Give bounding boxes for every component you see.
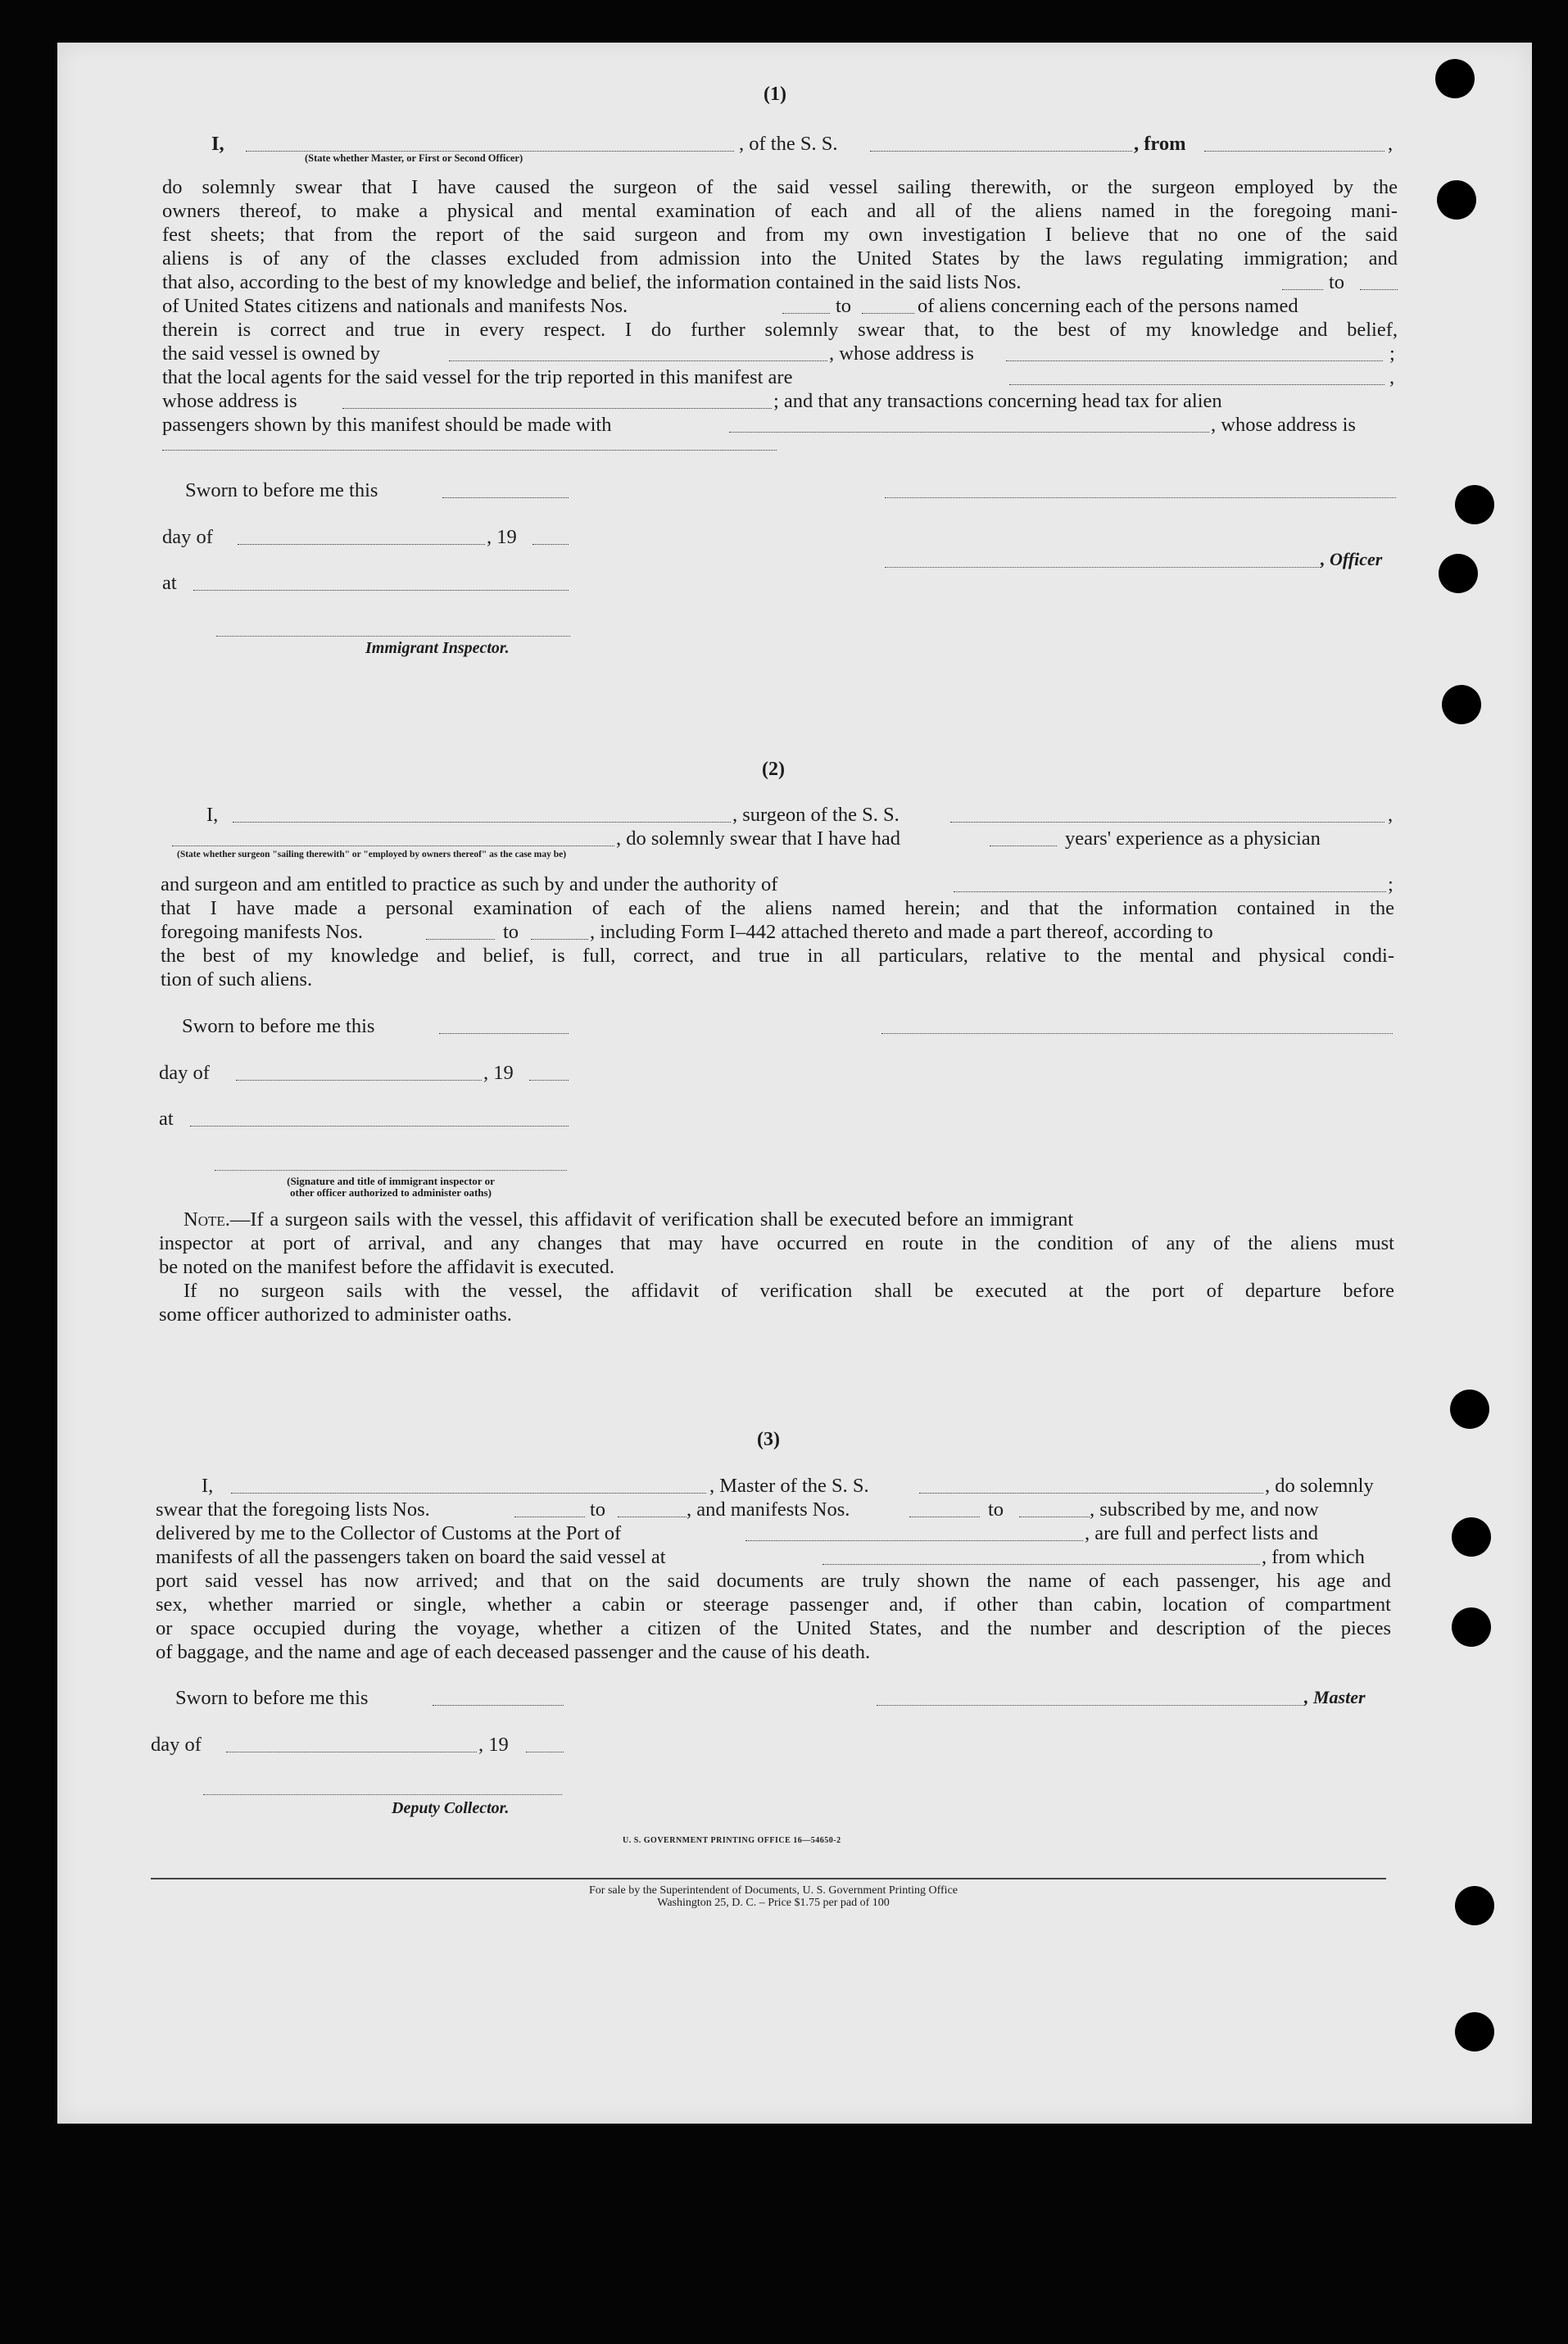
master-text-line: port said vessel has now arrived; and that on the said documents are truly shown the name of each passenger, his age and: [156, 1570, 1391, 1592]
collector-signature-line[interactable]: [203, 1794, 562, 1795]
form-i442-text: , including Form I–442 attached thereto and made a part thereof, according to: [590, 921, 1213, 943]
officer-signature-line[interactable]: [885, 497, 1396, 498]
punch-hole: [1450, 1390, 1489, 1429]
officer-caption: (State whether Master, or First or Second Officer): [305, 152, 523, 164]
surgeon-signature-line[interactable]: [881, 1033, 1393, 1034]
section-number: (1): [764, 84, 786, 105]
sworn-day-field[interactable]: [442, 497, 569, 498]
signature-caption: (Signature and title of immigrant inspector or: [287, 1175, 495, 1187]
head-tax-address-field[interactable]: [162, 450, 777, 451]
foregoing-manifests-label: foregoing manifests Nos.: [161, 921, 363, 943]
owner-address-field[interactable]: [1006, 360, 1383, 361]
punch-hole: [1452, 1607, 1491, 1647]
section-number: (2): [762, 759, 785, 780]
address-label: , whose address is: [829, 342, 974, 365]
taken-on-board-label: manifests of all the passengers taken on board the said vessel at: [156, 1546, 666, 1568]
footer-price-text: Washington 25, D. C. – Price $1.75 per pad of 100: [657, 1897, 890, 1909]
day-of-label: day of: [151, 1734, 202, 1756]
master-oath-line: I,: [211, 133, 224, 155]
surgeon-i-label: I,: [206, 804, 219, 826]
day-of-label: day of: [162, 526, 213, 548]
passengers-label: passengers shown by this manifest should be made with: [162, 414, 612, 436]
manifests-to-field[interactable]: [531, 939, 588, 940]
sworn-label: Sworn to before me this: [175, 1687, 369, 1709]
agents-field[interactable]: [1009, 384, 1384, 385]
owner-field[interactable]: [449, 360, 827, 361]
oath-text-line: fest sheets; that from the report of the said surgeon and from my own investigation I believe that no one of the said: [162, 224, 1398, 246]
authority-label: and surgeon and am entitled to practice as such by and under the authority of: [161, 873, 778, 895]
owned-label: the said vessel is owned by: [162, 342, 381, 365]
master-i-label: I,: [202, 1475, 214, 1497]
punch-hole: [1455, 2012, 1494, 2052]
comma: ,: [1388, 804, 1394, 826]
to-label: to: [503, 921, 519, 943]
vessel-label: , of the S. S.: [739, 133, 838, 155]
semicolon: ;: [1389, 342, 1395, 365]
surgeon-text-line: that I have made a personal examination of each of the aliens named herein; and that the information contained in the: [161, 897, 1394, 919]
solemnly-label: , do solemnly: [1265, 1475, 1374, 1497]
master-vessel-field[interactable]: [919, 1493, 1263, 1494]
surgeon-name-field[interactable]: [233, 822, 731, 823]
punch-hole: [1442, 685, 1481, 724]
sworn-label: Sworn to before me this: [182, 1015, 375, 1037]
surgeon-caption: (State whether surgeon "sailing therewith" or "employed by owners thereof" as the case may be): [177, 850, 567, 859]
experience-label: years' experience as a physician: [1065, 827, 1321, 850]
to-label: to: [1329, 271, 1345, 293]
master-name-field[interactable]: [231, 1493, 706, 1494]
master-label: , Master: [1304, 1687, 1366, 1707]
citizens-line-end: of aliens concerning each of the persons named: [918, 295, 1298, 317]
to-label: to: [836, 295, 852, 317]
sworn-day-field[interactable]: [439, 1033, 569, 1034]
whose-address-label: , whose address is: [1211, 414, 1356, 436]
subscribed-label: , subscribed by me, and now: [1090, 1498, 1319, 1521]
master-signature-line[interactable]: [877, 1705, 1304, 1706]
punch-hole: [1452, 1517, 1491, 1557]
note-line: inspector at port of arrival, and any changes that may have occurred en route in the condition of any of the aliens must: [159, 1232, 1394, 1254]
officer-title-line[interactable]: [885, 567, 1321, 568]
section-number: (3): [757, 1429, 780, 1450]
manifests-from-field[interactable]: [426, 939, 495, 940]
departure-port-field[interactable]: [823, 1564, 1260, 1565]
citizens-line: of United States citizens and nationals and manifests Nos.: [162, 295, 628, 317]
officer-field[interactable]: [246, 151, 734, 152]
inspector-signature-line[interactable]: [215, 1170, 567, 1171]
note-text: —If a surgeon sails with the vessel, this affidavit of verification shall be executed before an immigrant: [229, 1208, 1074, 1231]
lists-to-field[interactable]: [1360, 289, 1398, 290]
head-tax-text: ; and that any transactions concerning head tax for alien: [773, 390, 1222, 412]
lists-from-field[interactable]: [1282, 289, 1323, 290]
master-text-line: or space occupied during the voyage, whether a citizen of the United States, and the number and description of the pieces: [156, 1617, 1391, 1639]
surgeon-text-line: the best of my knowledge and belief, is full, correct, and true in all particulars, relative to the mental and physical condi-: [161, 945, 1394, 967]
at-field[interactable]: [193, 590, 569, 591]
officer-label: , Officer: [1321, 549, 1383, 569]
footer-sale-text: For sale by the Superintendent of Documents, U. S. Government Printing Office: [589, 1884, 958, 1897]
head-tax-agent-field[interactable]: [729, 432, 1209, 433]
agents-label: that the local agents for the said vessel for the trip reported in this manifest are: [162, 366, 793, 388]
manifests-to-field[interactable]: [862, 313, 914, 314]
master-of-ss-label: , Master of the S. S.: [709, 1475, 869, 1497]
to-label: to: [590, 1498, 606, 1521]
year-field[interactable]: [529, 1080, 569, 1081]
surgeon-text-line: tion of such aliens.: [161, 968, 313, 991]
note-line: If no surgeon sails with the vessel, the affidavit of verification shall be executed at the port of departure before: [184, 1280, 1394, 1302]
year-label: , 19: [487, 526, 517, 548]
year-label: , 19: [483, 1062, 514, 1084]
comma: ,: [1389, 366, 1395, 388]
note-label: Note.: [184, 1208, 230, 1231]
month-field[interactable]: [238, 544, 485, 545]
at-label: at: [162, 572, 177, 594]
port-field[interactable]: [745, 1540, 1083, 1541]
inspector-label: Immigrant Inspector.: [365, 639, 510, 657]
master-text-line: of baggage, and the name and age of each deceased passenger and the cause of his death.: [156, 1641, 871, 1663]
note-line: [184, 1208, 1396, 1231]
semicolon: ;: [1388, 873, 1394, 895]
surgeon-of-ss-label: , surgeon of the S. S.: [732, 804, 900, 826]
inspector-signature-line[interactable]: [216, 636, 570, 637]
sworn-label: Sworn to before me this: [185, 479, 378, 501]
comma: ,: [1388, 133, 1394, 155]
from-label: , from: [1134, 133, 1186, 155]
punch-hole: [1455, 485, 1494, 524]
footer-rule: [151, 1878, 1386, 1879]
oath-text-line: therein is correct and true in every respect. I do further solemnly swear that, to the best of my knowledge and belief,: [162, 319, 1398, 341]
at-label: at: [159, 1108, 174, 1130]
gpo-imprint: U. S. GOVERNMENT PRINTING OFFICE 16—54650-2: [623, 1836, 841, 1845]
swear-lists-label: swear that the foregoing lists Nos.: [156, 1498, 430, 1521]
surgeon-vessel-field[interactable]: [950, 822, 1384, 823]
oath-text-line: do solemnly swear that I have caused the surgeon of the said vessel sailing therewith, or the surgeon employed by the: [162, 176, 1398, 198]
punch-hole: [1437, 180, 1476, 220]
manifests-from-field[interactable]: [782, 313, 830, 314]
surgeon-swear-label: , do solemnly swear that I have had: [616, 827, 900, 850]
oath-text-line: aliens is of any of the classes excluded from admission into the United States by the laws regulating immigration; and: [162, 247, 1398, 270]
from-field[interactable]: [1204, 151, 1384, 152]
year-label: , 19: [478, 1734, 509, 1756]
manifests-label: , and manifests Nos.: [687, 1498, 850, 1521]
punch-hole: [1435, 59, 1475, 98]
from-which-label: , from which: [1262, 1546, 1365, 1568]
note-line: be noted on the manifest before the affidavit is executed.: [159, 1256, 615, 1278]
punch-hole: [1439, 554, 1478, 593]
oath-text-line: owners thereof, to make a physical and mental examination of each and all of the aliens named in the foregoing mani-: [162, 200, 1398, 222]
agents-address-field[interactable]: [342, 408, 772, 409]
year-field[interactable]: [532, 544, 569, 545]
vessel-field[interactable]: [870, 151, 1132, 152]
punch-hole: [1455, 1886, 1494, 1925]
note-line: some officer authorized to administer oaths.: [159, 1303, 512, 1326]
lists-nos-line: that also, according to the best of my knowledge and belief, the information contained in the said lists Nos.: [162, 271, 1022, 293]
at-field[interactable]: [190, 1126, 569, 1127]
collector-label: delivered by me to the Collector of Customs at the Port of: [156, 1522, 622, 1544]
perfect-lists-label: , are full and perfect lists and: [1085, 1522, 1319, 1544]
month-field[interactable]: [236, 1080, 482, 1081]
authority-field[interactable]: [954, 891, 1386, 892]
master-text-line: sex, whether married or single, whether a cabin or steerage passenger and, if other than cabin, location of compartment: [156, 1594, 1391, 1616]
collector-label: Deputy Collector.: [392, 1799, 510, 1817]
whose-address-label: whose address is: [162, 390, 297, 412]
to-label: to: [988, 1498, 1004, 1521]
sworn-day-field[interactable]: [433, 1705, 564, 1706]
day-of-label: day of: [159, 1062, 210, 1084]
signature-caption: other officer authorized to administer oaths): [290, 1186, 492, 1199]
